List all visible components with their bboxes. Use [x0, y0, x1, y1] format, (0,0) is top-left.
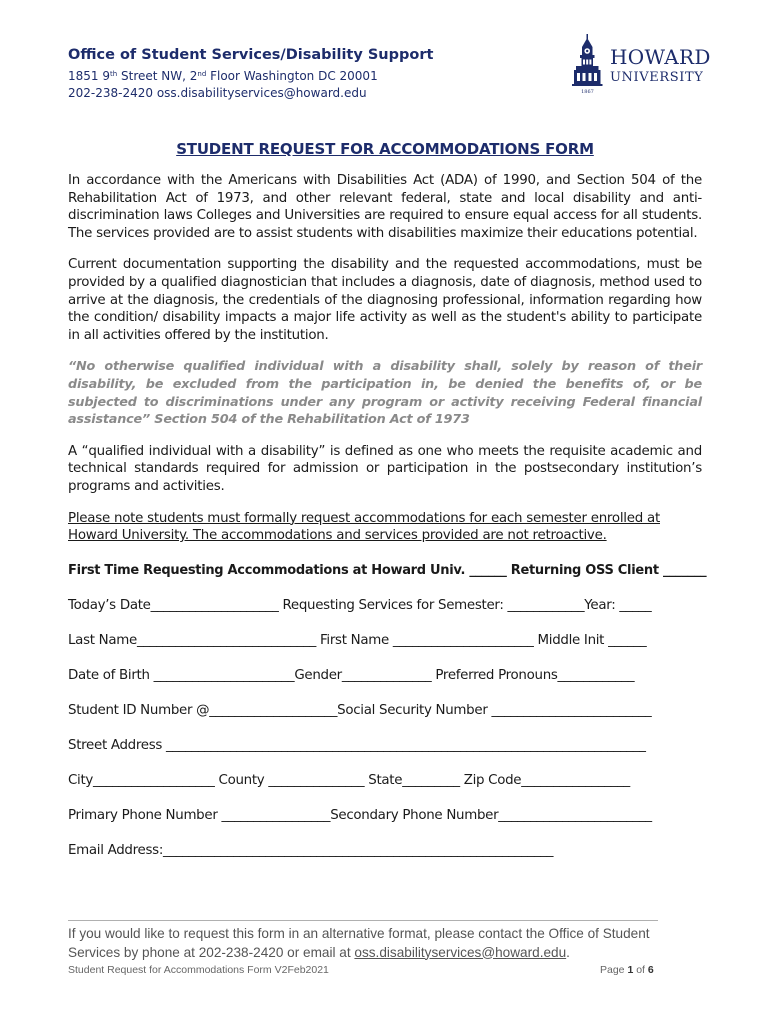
- logo-year: 1867: [581, 89, 594, 95]
- phone-numbers-field[interactable]: Primary Phone Number _________________Secondary Phone Number________________________: [68, 807, 652, 823]
- clock-tower-icon: [568, 33, 608, 95]
- office-contact: 202-238-2420 oss.disabilityservices@howard.edu: [68, 86, 367, 100]
- form-version: Student Request for Accommodations Form V2Feb2021: [68, 964, 329, 976]
- address-floor-suffix: nd: [197, 70, 207, 78]
- date-semester-year-field[interactable]: Today’s Date____________________ Requesting Services for Semester: ____________Year: _____: [68, 597, 652, 613]
- semester-notice: Please note students must formally request accommodations for each semester enrolled at Howard University. The accommodations and services provided are not retroactive.: [68, 510, 660, 544]
- form-title: STUDENT REQUEST FOR ACCOMMODATIONS FORM: [176, 140, 594, 158]
- documentation-paragraph: Current documentation supporting the disability and the requested accommodations, must be provided by a qualified diagnostician that includes a diagnosis, date of diagnosis, method used to arrive at the diagnosis, the credentials of the diagnosing professional, information regarding how the condition/ disability impacts a major life activity as well as the student's ability to participate in all activities offered by the institution.: [68, 257, 702, 343]
- first-time-or-returning-field[interactable]: First Time Requesting Accommodations at Howard Univ. ______ Returning OSS Client _______: [68, 562, 707, 578]
- alternative-format-note: [68, 925, 668, 962]
- page-current: 1: [627, 964, 634, 976]
- address-number: 1851 9: [68, 69, 110, 83]
- footer-note-period: .: [566, 944, 570, 960]
- footer-email-link[interactable]: oss.disabilityservices@howard.edu: [354, 944, 567, 960]
- office-address: [68, 66, 433, 85]
- howard-university-logo: [568, 33, 711, 95]
- logo-wordmark-howard: HOWARD: [610, 45, 711, 69]
- logo-wordmark-university: UNIVERSITY: [610, 70, 704, 85]
- address-rest: Floor Washington DC 20001: [206, 69, 378, 83]
- footer-note-text: If you would like to request this form in an alternative format, please contact the Office of Student Services by phone at 202-238-2420 or email at: [68, 926, 650, 960]
- address-number-suffix: th: [110, 70, 118, 78]
- name-field[interactable]: Last Name____________________________ First Name ______________________ Middle Init ______: [68, 632, 647, 648]
- page-total: 6: [647, 964, 654, 976]
- dob-gender-pronouns-field[interactable]: Date of Birth ______________________Gender______________ Preferred Pronouns____________: [68, 667, 635, 683]
- city-county-state-zip-field[interactable]: City___________________ County _______________ State_________ Zip Code_________________: [68, 772, 630, 788]
- section-504-quote: “No otherwise qualified individual with a disability shall, solely by reason of their disability, be excluded from the participation in, be denied the benefits of, or be subjected to discriminations under any program or activity receiving Federal financial assistance” Section 504 of the Rehabilitation Act of 1973: [68, 359, 702, 428]
- page-label: Page: [600, 964, 628, 976]
- letterhead: [68, 47, 433, 102]
- office-title: Office of Student Services/Disability Support: [68, 47, 434, 63]
- address-street: Street NW, 2: [117, 69, 198, 83]
- ada-paragraph: In accordance with the Americans with Disabilities Act (ADA) of 1990, and Section 504 of the Rehabilitation Act of 1973, and other relevant federal, state and local disability and anti-discrimination laws Colleges and Universities are required to ensure equal access for all students. The services provided are to assist students with disabilities maximize their educations potential.: [68, 173, 702, 241]
- page-of: of: [633, 964, 648, 976]
- page-number: [600, 964, 654, 976]
- student-id-ssn-field[interactable]: Student ID Number @____________________Social Security Number _________________________: [68, 702, 652, 718]
- email-address-field[interactable]: Email Address:_____________________________________________________________: [68, 842, 554, 858]
- street-address-field[interactable]: Street Address ___________________________________________________________________________: [68, 737, 646, 753]
- qualified-individual-paragraph: A “qualified individual with a disability” is defined as one who meets the requisite academic and technical standards required for admission or participation in the postsecondary institution’s programs and activities.: [68, 443, 702, 494]
- form-body: [68, 140, 707, 876]
- footer-divider: [68, 920, 658, 921]
